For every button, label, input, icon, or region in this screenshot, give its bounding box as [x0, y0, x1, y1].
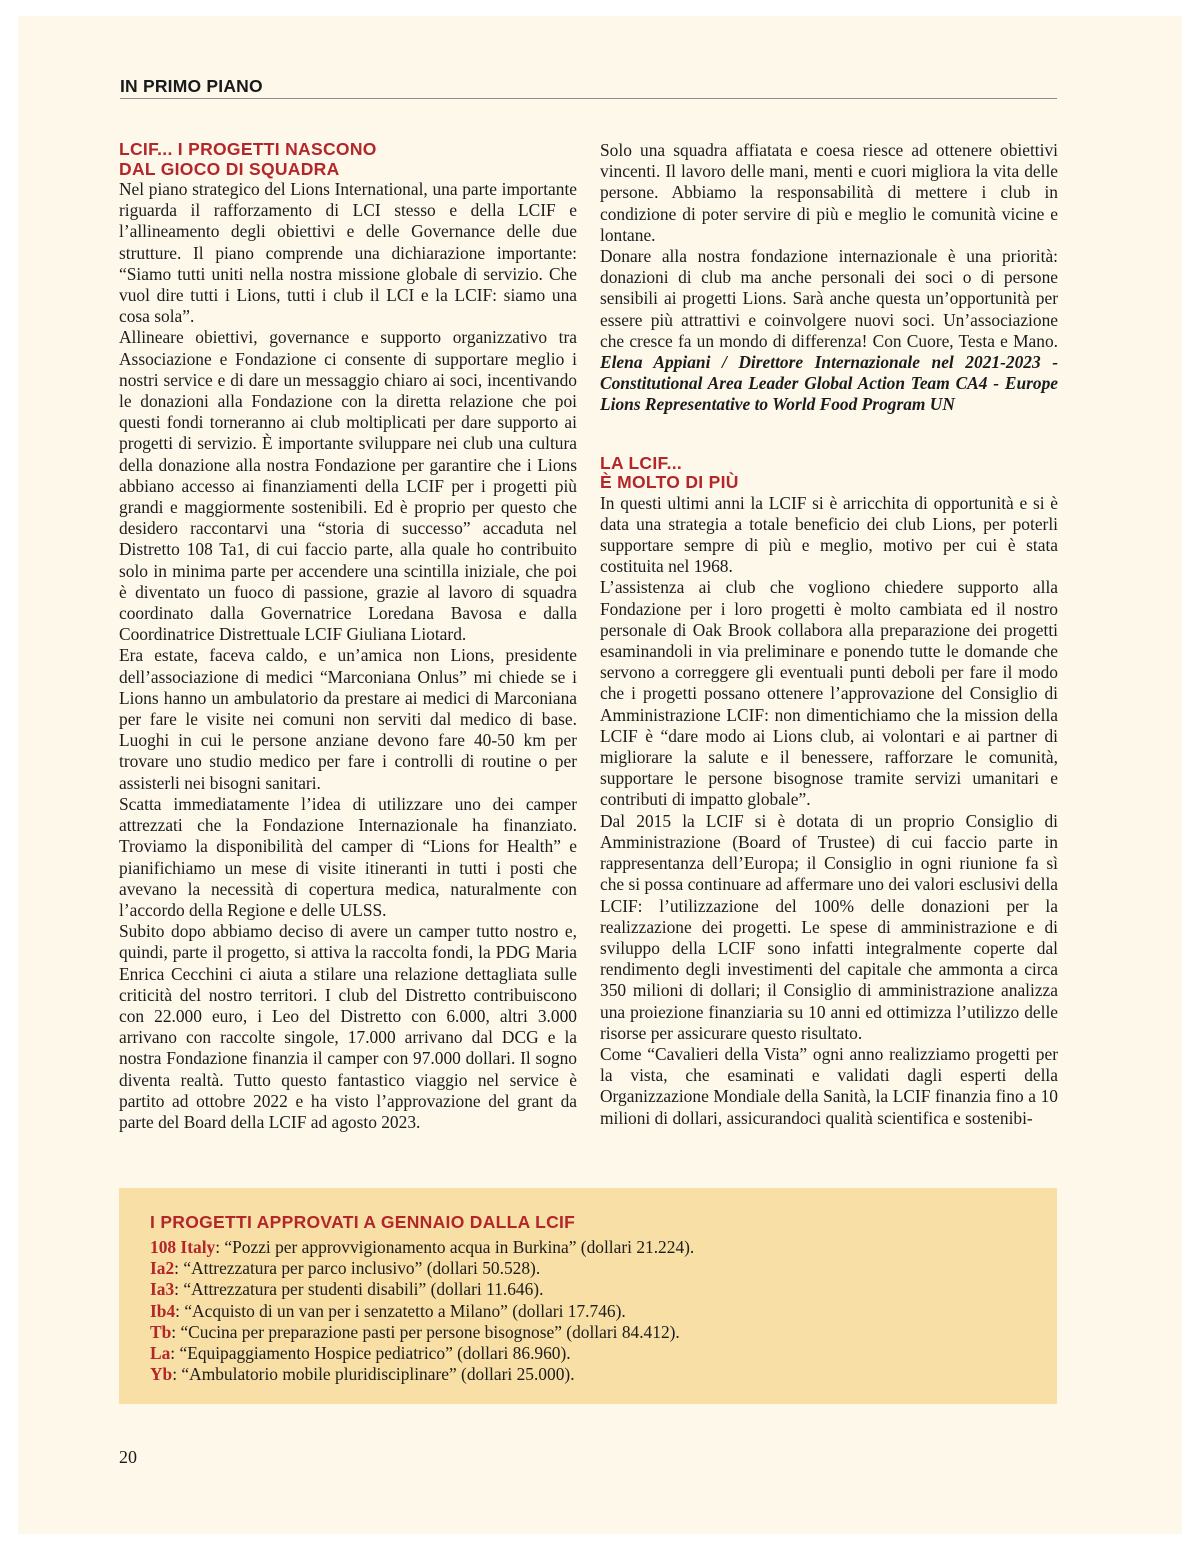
project-description: : “Attrezzatura per parco inclusivo” (dollari 50.528).	[174, 1258, 541, 1279]
project-list	[150, 1237, 1030, 1385]
page-number: 20	[119, 1447, 137, 1467]
section-title: IN PRIMO PIANO	[120, 76, 263, 96]
article-b-heading	[600, 454, 1058, 493]
project-code: Ia2	[150, 1258, 175, 1279]
approved-projects-box	[119, 1188, 1057, 1404]
project-code: Yb	[150, 1364, 173, 1385]
article-a-paragraph-7	[600, 246, 1058, 416]
project-item	[150, 1258, 1030, 1279]
project-code: 108 Italy	[150, 1237, 216, 1257]
project-description: : “Ambulatorio mobile pluridisciplinare” (dollari 25.000).	[172, 1364, 575, 1385]
article-a-heading-line2: DAL GIOCO DI SQUADRA	[119, 158, 340, 179]
author-signature: Elena Appiani / Direttore Internazionale nel 2021-2023 - Constitutional Area Leader Global Action Team CA4 - Europe Lions Representative to World Food Program UN	[600, 352, 1058, 415]
project-code: Ia3	[150, 1279, 175, 1300]
article-a-paragraph-3: Era estate, faceva caldo, e un’amica non Lions, presidente dell’associazione di medici “Marconiana Onlus” mi chiede se i Lions hanno un ambulatorio da prestare ai medici di Marconiana per fare le visite nei comuni non serviti dal medico di base. Luoghi in cui le persone anziane devono fare 40-50 km per trovare uno studio medico per fare i controlli di routine o per assisterli nei bisogni sanitari.	[119, 645, 577, 793]
project-item	[150, 1237, 1030, 1258]
article-b-heading-line1: LA LCIF...	[600, 452, 683, 473]
article-a-heading	[119, 140, 577, 179]
left-column	[119, 140, 577, 1133]
project-description: : “Acquisto di un van per i senzatetto a Milano” (dollari 17.746).	[175, 1300, 626, 1321]
article-b-paragraph-4: Come “Cavalieri della Vista” ogni anno realizziamo progetti per la vista, che esaminati e validati dagli esperti della Organizzazione Mondiale della Sanità, la LCIF finanzia fino a 10 milioni di dollari, assicurandoci qualità scientifica e sostenibi-	[600, 1043, 1058, 1128]
project-item	[150, 1279, 1030, 1300]
right-column	[600, 140, 1058, 1129]
article-a-paragraph-6: Solo una squadra affiatata e coesa riesce ad ottenere obiettivi vincenti. Il lavoro delle mani, menti e cuori migliora la vita delle persone. Abbiamo la responsabilità di mettere i club in condizione di poter servire di più e meglio le comunità vicine e lontane.	[600, 140, 1058, 245]
article-b-paragraph-1: In questi ultimi anni la LCIF si è arricchita di opportunità e si è data una strategia a totale beneficio dei club Lions, per poterli supportare sempre di più e meglio, motivo per cui è stata costituita nel 1968.	[600, 492, 1058, 577]
project-code: Tb	[150, 1321, 172, 1342]
project-code: Ib4	[150, 1300, 176, 1321]
project-item	[150, 1343, 1030, 1364]
section-divider	[120, 98, 1057, 99]
project-code: La	[150, 1343, 171, 1364]
project-description: : “Attrezzatura per studenti disabili” (dollari 11.646).	[174, 1279, 544, 1300]
project-item	[150, 1301, 1030, 1322]
article-a-heading-line1: LCIF... I PROGETTI NASCONO	[119, 139, 377, 159]
article-b-paragraph-3: Dal 2015 la LCIF si è dotata di un proprio Consiglio di Amministrazione (Board of Trustee) di cui faccio parte in rappresentanza dell’Europa; il Consiglio in ogni riunione fa sì che si possa continuare ad affermare uno dei valori esclusivi della LCIF: l’utilizzazione del 100% delle donazioni per la realizzazione dei progetti. Le spese di amministrazione e di sviluppo della LCIF sono infatti integralmente coperte dal rendimento degli investimenti del capitale che ammonta a circa 350 milioni di dollari; il Consiglio di amministrazione analizza una proiezione finanziaria su 10 anni ed ottimizza l’utilizzo delle risorse per assicurare questo risultato.	[600, 810, 1058, 1043]
project-description: : “Equipaggiamento Hospice pediatrico” (dollari 86.960).	[170, 1343, 571, 1364]
article-a-paragraph-5: Subito dopo abbiamo deciso di avere un camper tutto nostro e, quindi, parte il progetto, si attiva la raccolta fondi, la PDG Maria Enrica Cecchini ci aiuta a stilare una relazione dettagliata sulle criticità del nostro territori. I club del Distretto contribuiscono con 22.000 euro, i Leo del Distretto con 6.000, altri 3.000 arrivano con raccolte singole, 17.000 arrivano dal DCG e la nostra Fondazione finanzia il camper con 97.000 dollari. Il sogno diventa realtà. Tutto questo fantastico viaggio nel service è partito ad ottobre 2022 e ha visto l’approvazione del grant da parte del Board della LCIF ad agosto 2023.	[119, 921, 577, 1132]
article-b-paragraph-2: L’assistenza ai club che vogliono chiedere supporto alla Fondazione per i loro progetti è molto cambiata ed il nostro personale di Oak Brook collabora alla preparazione dei progetti esaminandoli in via preliminare e ponendo tutte le domande che servono a correggere gli eventuali punti deboli per fare il modo che i progetti possano ottenere l’approvazione del Consiglio di Amministrazione LCIF: non dimentichiamo che la mission della LCIF è “dare modo ai Lions club, ai volontari e ai partner di migliorare la salute e il benessere, rafforzare le comunità, supportare le persone bisognose tramite servizi umanitari e contributi di impatto globale”.	[600, 577, 1058, 810]
box-title: I PROGETTI APPROVATI A GENNAIO DALLA LCIF	[150, 1212, 576, 1232]
article-b-heading-line2: È MOLTO DI PIÙ	[600, 472, 739, 493]
project-item	[150, 1322, 1030, 1343]
article-a-paragraph-2: Allineare obiettivi, governance e supporto organizzativo tra Associazione e Fondazione ci consente di supportare meglio i nostri service e di dare un messaggio chiaro ai soci, incentivando le donazioni alla Fondazione con la diretta relazione che poi questi fondi torneranno ai club moltiplicati per dare supporto ai progetti di servizio. È importante sviluppare nei club una cultura della donazione alla nostra Fondazione per garantire che i Lions abbiano accesso ai finanziamenti della LCIF per i progetti più grandi e maggiormente sostenibili. Ed è proprio per questo che desidero raccontarvi una “storia di successo” accaduta nel Distretto 108 Ta1, di cui faccio parte, alla quale ho contribuito solo in minima parte per accendere una scintilla iniziale, che poi è diventato un fuoco di passione, grazie al lavoro di squadra coordinato dalla Governatrice Loredana Bavosa e dalla Coordinatrice Distrettuale LCIF Giuliana Liotard.	[119, 327, 577, 645]
project-item	[150, 1364, 1030, 1385]
article-a-paragraph-1: Nel piano strategico del Lions International, una parte importante riguarda il rafforzamento di LCI stesso e della LCIF e l’allineamento degli obiettivi e delle Governance delle due strutture. Il piano comprende una dichiarazione importante: “Siamo tutti uniti nella nostra missione globale di servizio. Che vuol dire tutti i Lions, tutti i club il LCI e la LCIF: siamo una cosa sola”.	[119, 179, 577, 327]
article-a-paragraph-4: Scatta immediatamente l’idea di utilizzare uno dei camper attrezzati che la Fondazione Internazionale ha finanziato. Troviamo la disponibilità del camper di “Lions for Health” e pianifichiamo un mese di visite itineranti in tutti i posti che avevano la necessità di copertura medica, naturalmente con l’accordo della Regione e delle ULSS.	[119, 793, 577, 920]
project-description: : “Pozzi per approvvigionamento acqua in Burkina” (dollari 21.224).	[215, 1237, 695, 1257]
project-description: : “Cucina per preparazione pasti per persone bisognose” (dollari 84.412).	[171, 1321, 680, 1342]
article-a-paragraph-7-text: Donare alla nostra fondazione internazionale è una priorità: donazioni di club ma anche personali dei soci o di persone sensibili ai progetti Lions. Sarà anche questa un’opportunità per essere più attrattivi e coinvolgere nuovi soci. Un’associazione che cresce fa un mondo di differenza! Con Cuore, Testa e Mano.	[600, 246, 1058, 351]
